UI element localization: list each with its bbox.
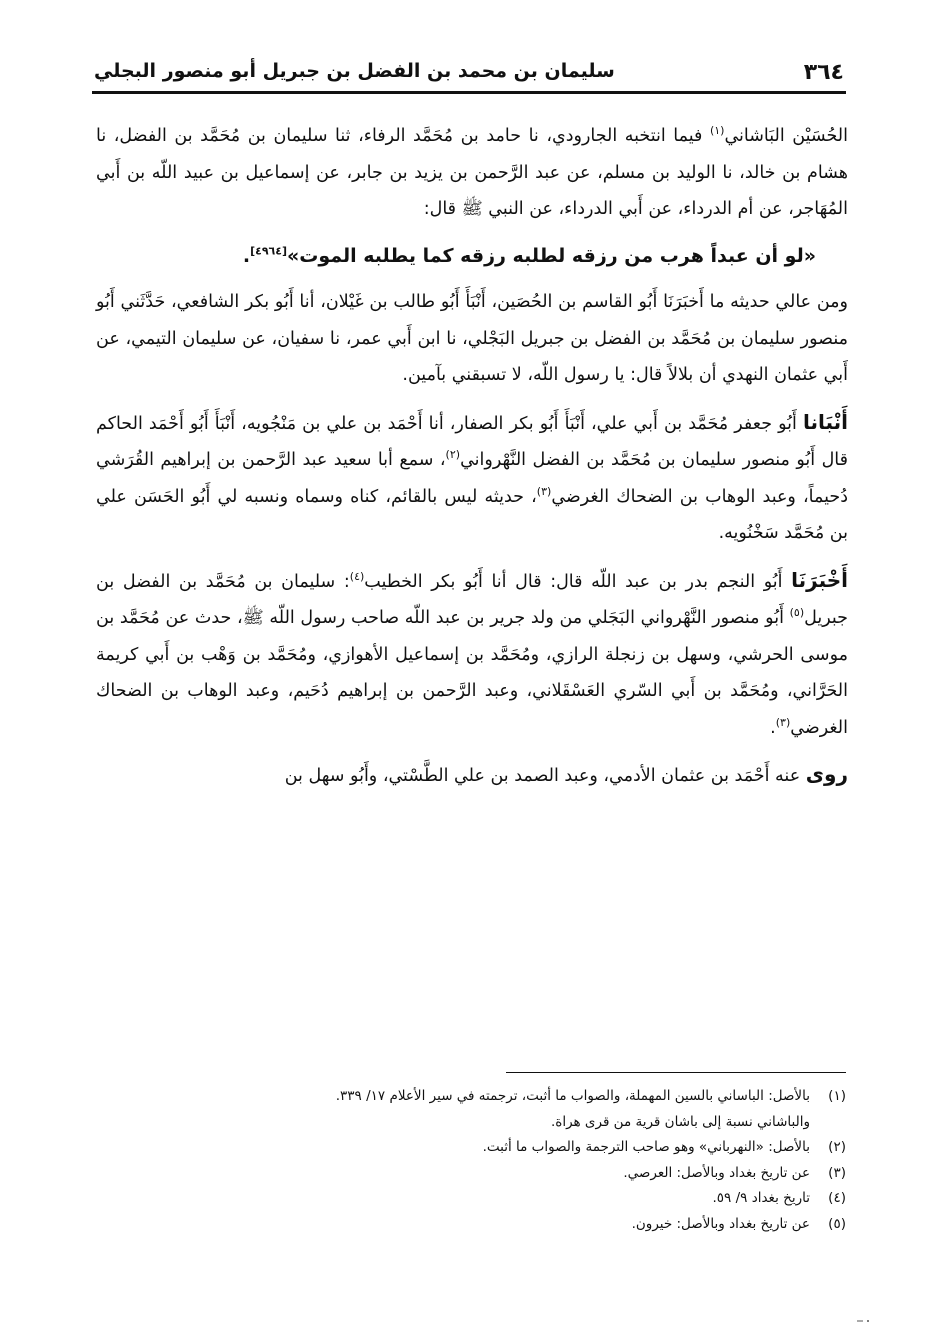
- footnote-marker: (٣): [536, 484, 552, 498]
- footnote-text: عن تاريخ بغداد وبالأصل: خيرون.: [631, 1215, 810, 1232]
- footnote-text: بالأصل: «النهرباني» وهو صاحب الترجمة والصواب ما أثبت.: [482, 1139, 810, 1155]
- footnotes: [150, 1084, 846, 1237]
- footnote-marker: (٤): [349, 569, 365, 583]
- text-run: فيما انتخبه الجارودي، نا حامد بن مُحَمَّد الرفاء، ثنا سليمان بن مُحَمَّد بن الفضل، نا هشام بن خالد، نا الوليد بن مسلم، عن عبد الرَّحمن بن يزيد بن جابر، عن إسماعيل بن عبيد اللّه بن أَبي المُهَاجر، عن أم الدرداء، عن أَبي الدرداء، عن النبي ﷺ قال:: [96, 126, 848, 219]
- paragraph: [96, 284, 848, 394]
- text-run: .: [242, 244, 251, 267]
- footnote-number: (٤): [828, 1190, 846, 1206]
- scan-mark: [856, 1318, 874, 1324]
- paragraph-lead-word: روى: [805, 762, 848, 786]
- text-run: أَبُو النجم بدر بن عبد اللّه قال: قال أنا أَبُو بكر الخطيب: [364, 571, 792, 592]
- footnote-number: (٣): [828, 1164, 846, 1181]
- paragraph: [96, 118, 848, 228]
- footnote-separator: [506, 1072, 846, 1073]
- page-number: ٣٦٤: [803, 60, 844, 85]
- text-run: «لو أن عبداً هرب من رزقه لطلبه رزقه كما يطلبه الموت»: [287, 244, 816, 267]
- footnote-number: (١): [828, 1088, 846, 1104]
- main-text: [96, 118, 848, 805]
- text-run: أَبُو جعفر مُحَمَّد بن أَبي علي، أَنْبَأَ أَبُو بكر الصفار، أنا أَحْمَد بن علي بن مَنْجُويه، أَنْبَأَ أَبُو أَحْمَد الحاكم قال أَبُو منصور سليمان بن مُحَمَّد بن الفضل النَّهْرواني: [96, 413, 848, 470]
- footnote: [150, 1135, 846, 1161]
- hadith-text: [96, 238, 848, 275]
- footnote: [150, 1186, 846, 1212]
- footnote-number: (٥): [828, 1215, 846, 1232]
- text-run: ، حديثه ليس بالقائم، كناه وسماه ونسبه لي أَبُو الحَسَن علي بن مُحَمَّد سَخْنُويه.: [96, 486, 848, 543]
- paragraph: [96, 404, 848, 552]
- footnote-marker: (٥): [789, 606, 805, 620]
- page-header: [92, 52, 846, 94]
- footnote-number: (٢): [828, 1139, 846, 1155]
- hadith-number: [٤٩٦٤]: [250, 244, 287, 258]
- text-run: الحُسَيْن البَاشاني: [724, 126, 848, 146]
- text-run: ، سمع أبا سعيد عبد الرَّحمن بن إبراهيم القُرَشي دُحيماً، وعبد الوهاب بن الضحاك الغرضي: [96, 450, 848, 507]
- footnote: [150, 1161, 846, 1187]
- text-run: : سليمان بن مُحَمَّد بن الفضل بن جبريل: [96, 571, 848, 628]
- footnote: [150, 1212, 846, 1238]
- footnote-marker: (٣): [775, 715, 791, 729]
- text-run: .: [770, 717, 776, 738]
- text-run: عنه أَحْمَد بن عثمان الأدمي، وعبد الصمد بن علي الطَّسْتي، وأَبُو سهل بن: [284, 766, 806, 786]
- footnote: [150, 1084, 846, 1135]
- header-rule: [92, 91, 846, 94]
- paragraph: [96, 562, 848, 747]
- text-run: ومن عالي حديثه ما أَخبَرَنَا أَبُو القاسم بن الحُصَين، أَنْبَأَ أَبُو طالب بن غَيْلان، أنا أَبُو بكر الشافعي، حَدَّثَني أَبُو منصور سليمان بن مُحَمَّد بن الفضل بن جبريل البَجْلي، نا ابن أَبي عمر، نا سفيان، عن سليمان التيمي، عن أَبي عثمان النهدي أن بلالاً قال: يا رسول اللّه، لا تسبقني بآمين.: [96, 292, 848, 385]
- footnote-marker: (٢): [445, 448, 461, 462]
- footnote-text: عن تاريخ بغداد وبالأصل: العرصي.: [623, 1164, 810, 1181]
- paragraph-lead-word: أَخْبَرَنَا: [791, 567, 849, 592]
- paragraph-lead-word: أَنْبَانا: [802, 409, 848, 434]
- paragraph: [96, 756, 848, 795]
- footnote-text: بالأصل: الباساني بالسين المهملة، والصواب ما أثبت، ترجمته في سير الأعلام ١٧/ ٣٣٩. والباشاني نسبة إلى باشان قرية من قرى هراة.: [335, 1088, 810, 1130]
- footnote-text: تاريخ بغداد ٩/ ٥٩.: [712, 1190, 810, 1206]
- text-run: أَبُو منصور النَّهْرواني البَجَلي من ولد جرير بن عبد اللّه صاحب رسول اللّه ﷺ، حدث عن مُحَمَّد بن موسى الحرشي، وسهل بن زنجلة الرازي، ومُحَمَّد بن إسماعيل الأهوازي، ومُحَمَّد بن وَهْب بن أَبي كريمة الحَرَّاني، ومُحَمَّد بن أَبي السّري العَسْقَلاني، وعبد الرَّحمن بن إبراهيم دُحَيم، وعبد الوهاب بن الضحاك الغرضي: [96, 608, 848, 738]
- running-title: سليمان بن محمد بن الفضل بن جبريل أبو منصور البجلي: [94, 60, 615, 82]
- footnote-marker: (١): [709, 124, 725, 138]
